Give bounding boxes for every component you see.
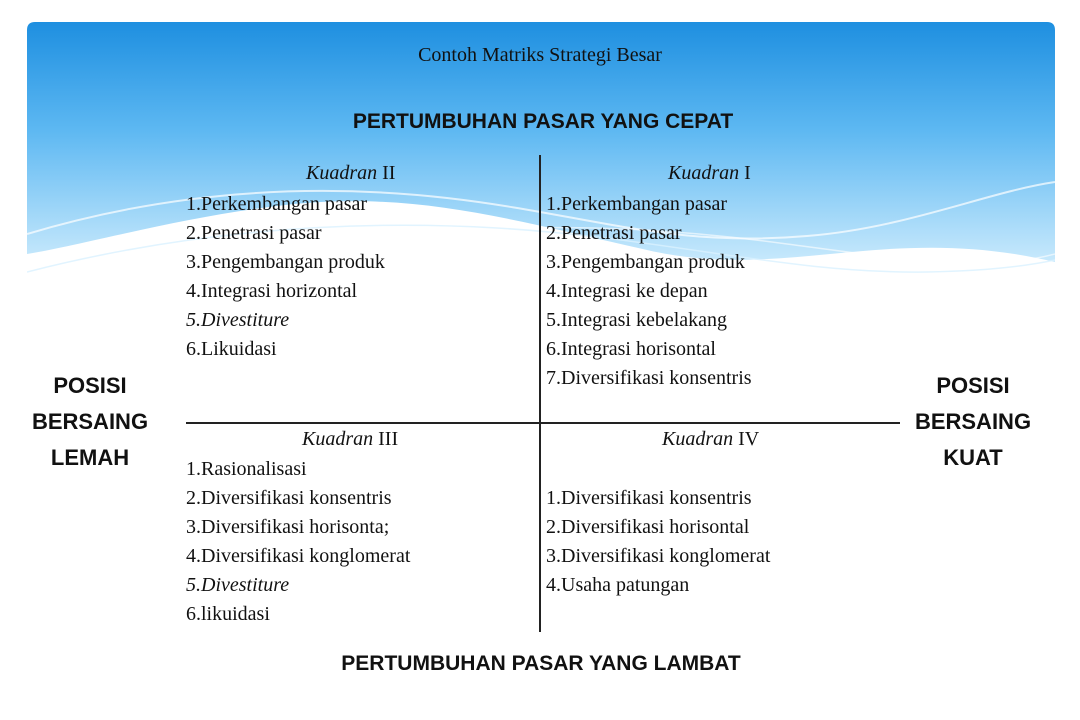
- quadrant-1-strategy-list: [546, 190, 752, 393]
- left-axis-line: POSISI: [53, 373, 127, 398]
- strategy-item: 4.Integrasi horizontal: [186, 280, 358, 302]
- header-background: [27, 22, 1055, 332]
- quadrant-4-title: Kuadran IV: [662, 428, 760, 450]
- quadrant-4-strategy-list: [546, 484, 770, 600]
- top-axis-label: PERTUMBUHAN PASAR YANG CEPAT: [352, 110, 734, 133]
- quadrant-2-strategy-list: [186, 190, 385, 364]
- strategy-item: 5.Integrasi kebelakang: [546, 309, 728, 331]
- right-axis-line: POSISI: [936, 373, 1010, 398]
- strategy-item: 2.Penetrasi pasar: [546, 222, 682, 244]
- bottom-axis-label: PERTUMBUHAN PASAR YANG LAMBAT: [341, 652, 741, 675]
- quadrant-1-title: Kuadran I: [668, 162, 751, 184]
- left-axis-line: LEMAH: [50, 445, 130, 470]
- strategy-item: 2.Diversifikasi konsentris: [186, 487, 392, 509]
- strategy-item: 6.likuidasi: [186, 603, 270, 625]
- strategy-item: 1.Perkembangan pasar: [546, 193, 728, 215]
- right-axis-line: BERSAING: [914, 409, 1032, 434]
- strategy-item: 3.Pengembangan produk: [546, 251, 745, 273]
- strategy-item: 7.Diversifikasi konsentris: [546, 367, 752, 389]
- strategy-item: 6.Likuidasi: [186, 338, 277, 360]
- strategy-item: 5.Divestiture: [186, 574, 290, 596]
- strategy-item: 1.Rasionalisasi: [186, 458, 307, 480]
- slide-title: Contoh Matriks Strategi Besar: [418, 44, 662, 66]
- strategy-item: 3.Diversifikasi horisonta;: [186, 516, 390, 538]
- strategy-item: 2.Penetrasi pasar: [186, 222, 322, 244]
- strategy-item: 1.Diversifikasi konsentris: [546, 487, 752, 509]
- quadrant-3-title: Kuadran III: [302, 428, 399, 450]
- strategy-item: 2.Diversifikasi horisontal: [546, 516, 750, 538]
- quadrant-2-title: Kuadran II: [306, 162, 396, 184]
- left-axis-line: BERSAING: [31, 409, 149, 434]
- vertical-axis-line: [539, 155, 541, 632]
- strategy-item: 3.Diversifikasi konglomerat: [546, 545, 771, 567]
- strategy-item: 3.Pengembangan produk: [186, 251, 385, 273]
- right-axis-line: KUAT: [943, 445, 1003, 470]
- strategy-item: 4.Integrasi ke depan: [546, 280, 708, 302]
- strategy-item: 4.Diversifikasi konglomerat: [186, 545, 411, 567]
- strategy-item: 6.Integrasi horisontal: [546, 338, 716, 360]
- quadrant-3-strategy-list: [186, 455, 410, 629]
- left-axis-label: [30, 368, 150, 476]
- horizontal-axis-line: [186, 422, 900, 424]
- strategy-item: 5.Divestiture: [186, 309, 290, 331]
- strategy-item: 1.Perkembangan pasar: [186, 193, 368, 215]
- right-axis-label: [906, 368, 1040, 476]
- strategy-item: 4.Usaha patungan: [546, 574, 690, 596]
